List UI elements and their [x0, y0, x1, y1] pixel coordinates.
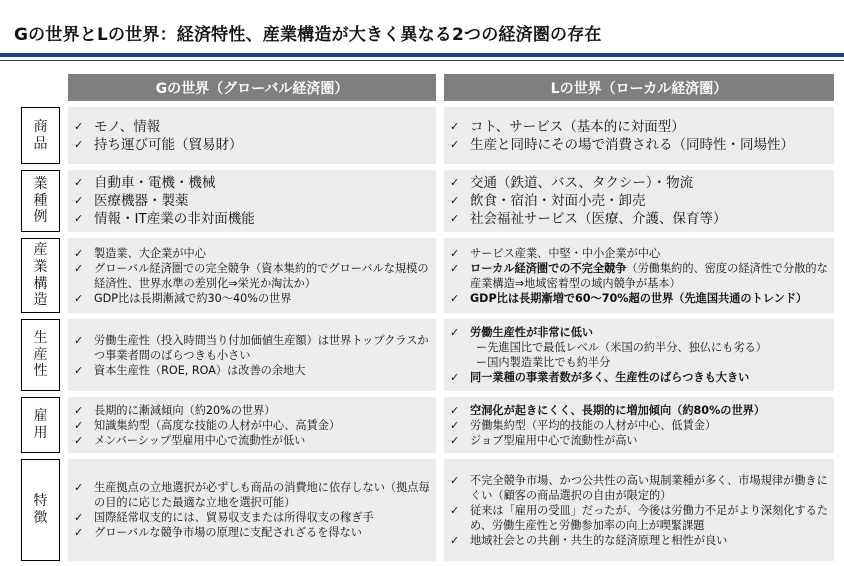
check-icon: ✓	[450, 433, 460, 447]
check-icon: ✓	[450, 403, 460, 417]
list-item: ✓ 労働生産性（投入時間当り付加価値生産額）は世界トップクラスかつ事業者間のばらつきも小さい	[74, 333, 429, 362]
list-item: ✓ 長期的に漸減傾向（約20%の世界）	[74, 403, 276, 417]
list-item: ✓ 飲食・宿泊・対面小売・卸売	[450, 193, 646, 209]
list-item: ✓ 情報・IT産業の非対面機能	[74, 211, 255, 227]
list-item: ✓ モノ、情報	[74, 118, 161, 135]
check-icon: ✓	[74, 418, 84, 432]
row-label-productivity: 生産性	[21, 319, 60, 391]
row-label-industry-examples: 業種例	[21, 170, 60, 232]
row-label-employment: 雇用	[21, 397, 60, 453]
row-label-characteristics: 特徴	[21, 459, 60, 561]
check-icon: ✓	[74, 511, 84, 524]
cell-l-employment	[444, 397, 834, 453]
check-icon: ✓	[74, 119, 84, 133]
cell-l-productivity	[444, 319, 834, 391]
list-item: ✓ 従来は「雇用の受皿」だったが、今後は労働力不足がより深刻化するため、労働生産性と労働参加率の向上が喫緊課題	[450, 503, 829, 532]
check-icon: ✓	[74, 433, 84, 447]
list-item: ✓ ジョブ型雇用中心で流動性が高い	[450, 433, 638, 447]
check-icon: ✓	[74, 403, 84, 417]
check-icon: ✓	[74, 246, 84, 260]
list-item: ✓ サービス産業、中堅・中小企業が中心	[450, 246, 661, 260]
list-item: ✓ 医療機器・製薬	[74, 193, 189, 209]
list-item: ✓ 労働生産性が非常に低い	[450, 326, 594, 339]
list-item: ✓ 生産と同時にその場で消費される（同時性・同場性）	[450, 136, 794, 153]
check-icon: ✓	[74, 291, 84, 305]
check-icon: ✓	[74, 176, 84, 189]
check-icon: ✓	[450, 371, 460, 384]
cell-g-employment	[68, 397, 436, 453]
cell-l-product	[444, 107, 834, 164]
list-item: ✓ 資本生産性（ROE, ROA）は改善の余地大	[74, 363, 306, 377]
check-icon: ✓	[74, 194, 84, 207]
list-item: ✓ グローバルな競争市場の原理に支配されざるを得ない	[74, 526, 362, 539]
list-item: ✓ 持ち運び可能（貿易財）	[74, 136, 243, 153]
list-item: ✓ 交通（鉄道、バス、タクシー）・物流	[450, 175, 694, 191]
cell-g-productivity	[68, 319, 436, 391]
list-item: ✓ コト、サービス（基本的に対面型）	[450, 118, 685, 135]
check-icon: ✓	[74, 363, 84, 377]
list-item: ✓ 労働集約型（平均的技能の人材が中心、低賃金）	[450, 418, 717, 432]
title-rule-thin	[0, 60, 844, 61]
check-icon: ✓	[450, 212, 460, 225]
list-item: ✓ GDP比は長期漸増で60～70%超の世界（先進国共通のトレンド）	[450, 291, 808, 305]
cell-g-characteristics	[68, 459, 436, 561]
check-icon: ✓	[74, 333, 84, 347]
list-item: ✓ 生産拠点の立地選択が必ずしも商品の消費地に依存しない（拠点毎の目的に応じた最適な立地を選択可能）	[74, 481, 430, 509]
list-item: ✓ 不完全競争市場、かつ公共性の高い規制業種が多く、市場規律が働きにくい（顧客の商品選択の自由が限定的）	[450, 473, 828, 502]
cell-g-industry-examples	[68, 170, 436, 232]
list-item: ✓ グローバル経済圏での完全競争（資本集約的でグローバルな規模の経済性、世界水準の差別化⇒栄光か淘汰か）	[74, 261, 429, 290]
page-title: Gの世界とLの世界：経済特性、産業構造が大きく異なる2つの経済圏の存在	[14, 25, 602, 45]
list-item: ✓ 国際経常収支的には、貿易収支または所得収支の稼ぎ手	[74, 511, 374, 524]
check-icon: ✓	[450, 119, 460, 133]
list-item: ✓ ローカル経済圏での不完全競争（労働集約的、密度の経済性で分散的な産業構造⇒地域密着型の域内競争が基本）	[450, 261, 828, 290]
check-icon: ✓	[450, 503, 460, 517]
check-icon: ✓	[450, 246, 460, 260]
cell-l-characteristics	[444, 459, 834, 561]
list-item: ✓ 社会福祉サービス（医療、介護、保育等）	[450, 211, 727, 227]
column-header-l-world: Lの世界（ローカル経済圏）	[444, 74, 834, 101]
list-item: ✓ 地域社会との共創・共生的な経済原理と相性が良い	[450, 533, 728, 547]
check-icon: ✓	[450, 176, 460, 189]
check-icon: ✓	[450, 418, 460, 432]
list-item: ✓ GDP比は長期漸減で約30～40%の世界	[74, 291, 292, 305]
cell-l-industry-structure	[444, 238, 834, 313]
list-item: ✓ 知識集約型（高度な技能の人材が中心、高賃金）	[74, 418, 341, 432]
check-icon: ✓	[450, 137, 460, 151]
title-rule	[0, 53, 844, 57]
list-item: ✓ 空洞化が起きにくく、長期的に増加傾向（約80%の世界）	[450, 403, 766, 417]
check-icon: ✓	[74, 261, 84, 275]
cell-l-industry-examples	[444, 170, 834, 232]
row-label-industry-structure: 産業構造	[21, 238, 60, 313]
list-subitem: ー先進国比で最低レベル（米国の約半分、独仏にも劣る）	[476, 341, 767, 354]
cell-g-product	[68, 107, 436, 164]
list-item: ✓ 製造業、大企業が中心	[74, 246, 206, 260]
check-icon: ✓	[74, 137, 84, 151]
column-header-g-world: Gの世界（グローバル経済圏）	[68, 74, 436, 101]
cell-g-industry-structure	[68, 238, 436, 313]
check-icon: ✓	[450, 261, 460, 275]
list-item: ✓ メンバーシップ型雇用中心で流動性が低い	[74, 433, 306, 447]
check-icon: ✓	[450, 194, 460, 207]
check-icon: ✓	[450, 473, 460, 487]
check-icon: ✓	[450, 533, 460, 547]
list-item: ✓ 同一業種の事業者数が多く、生産性のばらつきも大きい	[450, 371, 750, 384]
row-label-product: 商品	[21, 107, 60, 164]
list-subitem: ー国内製造業比でも約半分	[476, 356, 611, 369]
list-item: ✓ 自動車・電機・機械	[74, 175, 216, 191]
check-icon: ✓	[74, 481, 84, 494]
check-icon: ✓	[450, 326, 460, 339]
check-icon: ✓	[450, 291, 460, 305]
check-icon: ✓	[74, 212, 84, 225]
check-icon: ✓	[74, 526, 84, 539]
